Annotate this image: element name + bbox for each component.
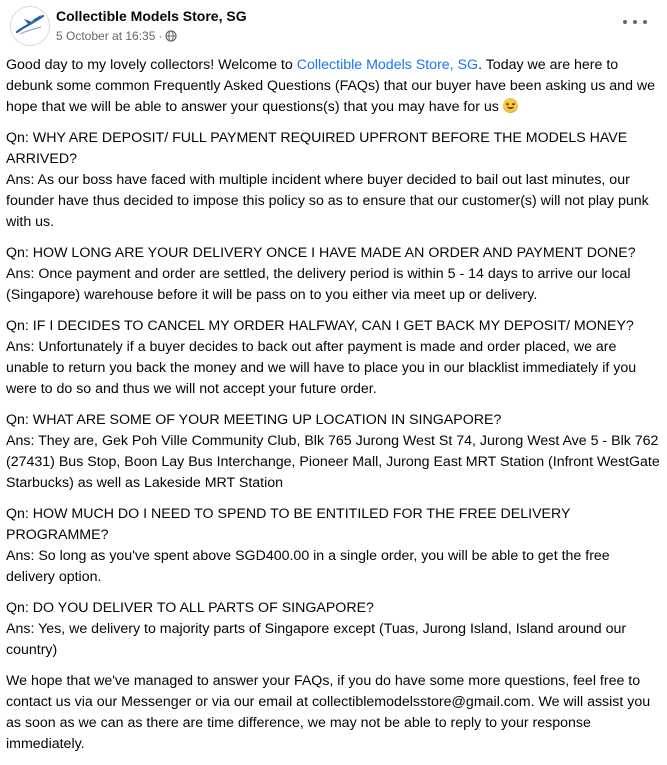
smiling-face-emoji [503, 98, 518, 113]
faq-question: Qn: HOW LONG ARE YOUR DELIVERY ONCE I HAVE MADE AN ORDER AND PAYMENT DONE? [6, 245, 636, 261]
post-meta [56, 29, 177, 43]
faq-answer: Ans: Yes, we delivery to majority parts of Singapore except (Tuas, Jurong Island, Island around our country) [6, 621, 627, 658]
faq-question: Qn: IF I DECIDES TO CANCEL MY ORDER HALFWAY, CAN I GET BACK MY DEPOSIT/ MONEY? [6, 318, 634, 334]
faq-question: Qn: WHAT ARE SOME OF YOUR MEETING UP LOCATION IN SINGAPORE? [6, 412, 502, 428]
post-body [6, 55, 662, 765]
post-timestamp[interactable]: 5 October at 16:35 [56, 29, 156, 43]
faq-question: Qn: HOW MUCH DO I NEED TO SPEND TO BE ENTITILED FOR THE FREE DELIVERY PROGRAMME? [6, 506, 571, 543]
page-name-link[interactable]: Collectible Models Store, SG [56, 8, 247, 24]
more-dot [643, 20, 647, 24]
more-dot [633, 20, 637, 24]
page-mention-link[interactable]: Collectible Models Store, SG [296, 57, 479, 73]
faq-item [6, 128, 662, 233]
faq-answer: Ans: Unfortunately if a buyer decides to back out after payment is made and order placed, we are unable to return you back the money and we will have to place you in our blacklist immediately if you were to do so and thus we will not accept your future order. [6, 339, 637, 397]
faq-answer: Ans: Once payment and order are settled, the delivery period is within 5 - 14 days to arrive our local (Singapore) warehouse before it will be pass on to you either via meet up or delivery. [6, 266, 631, 303]
faq-answer: Ans: So long as you've spent above SGD400.00 in a single order, you will be able to get the free delivery option. [6, 548, 610, 585]
meta-separator: · [158, 29, 163, 43]
faq-question: Qn: WHY ARE DEPOSIT/ FULL PAYMENT REQUIRED UPFRONT BEFORE THE MODELS HAVE ARRIVED? [6, 130, 628, 167]
faq-item [6, 504, 662, 588]
plane-logo-icon [11, 7, 49, 45]
faq-item [6, 410, 662, 494]
more-options-icon[interactable] [623, 14, 647, 30]
more-dot [623, 20, 627, 24]
faq-item [6, 598, 662, 661]
faq-item [6, 243, 662, 306]
intro-text-before: Good day to my lovely collectors! Welcome to [6, 57, 297, 73]
faq-question: Qn: DO YOU DELIVER TO ALL PARTS OF SINGAPORE? [6, 600, 374, 616]
intro-paragraph [6, 55, 662, 118]
closing-paragraph: We hope that we've managed to answer your FAQs, if you do have some more questions, feel free to contact us via our Messenger or via our email at collectiblemodelsstore@gmail.com. We will assist you as soon as we can as there are time difference, we may not be able to reply to your response immediately. [6, 673, 651, 752]
faq-answer: Ans: As our boss have faced with multiple incident where buyer decided to bail out last minutes, our founder have thus decided to impose this policy so as to ensure that our customer(s) will not play punk with us. [6, 172, 649, 230]
faq-answer: Ans: They are, Gek Poh Ville Community Club, Blk 765 Jurong West St 74, Jurong West Ave 5 - Blk 762 (27431) Bus Stop, Boon Lay Bus Interchange, Pioneer Mall, Jurong East MRT Station (Infront WestGate Starbucks) as well as Lakeside MRT Station [6, 433, 660, 491]
intro-text-after: . Today we are here to debunk some common Frequently Asked Questions (FAQs) that our buyer have been asking us and we hope that we will be able to answer your questions(s) that you may have for us [6, 57, 656, 115]
globe-icon[interactable] [165, 30, 177, 42]
page-avatar[interactable] [10, 6, 50, 46]
faq-item [6, 316, 662, 400]
post-header [10, 6, 657, 50]
